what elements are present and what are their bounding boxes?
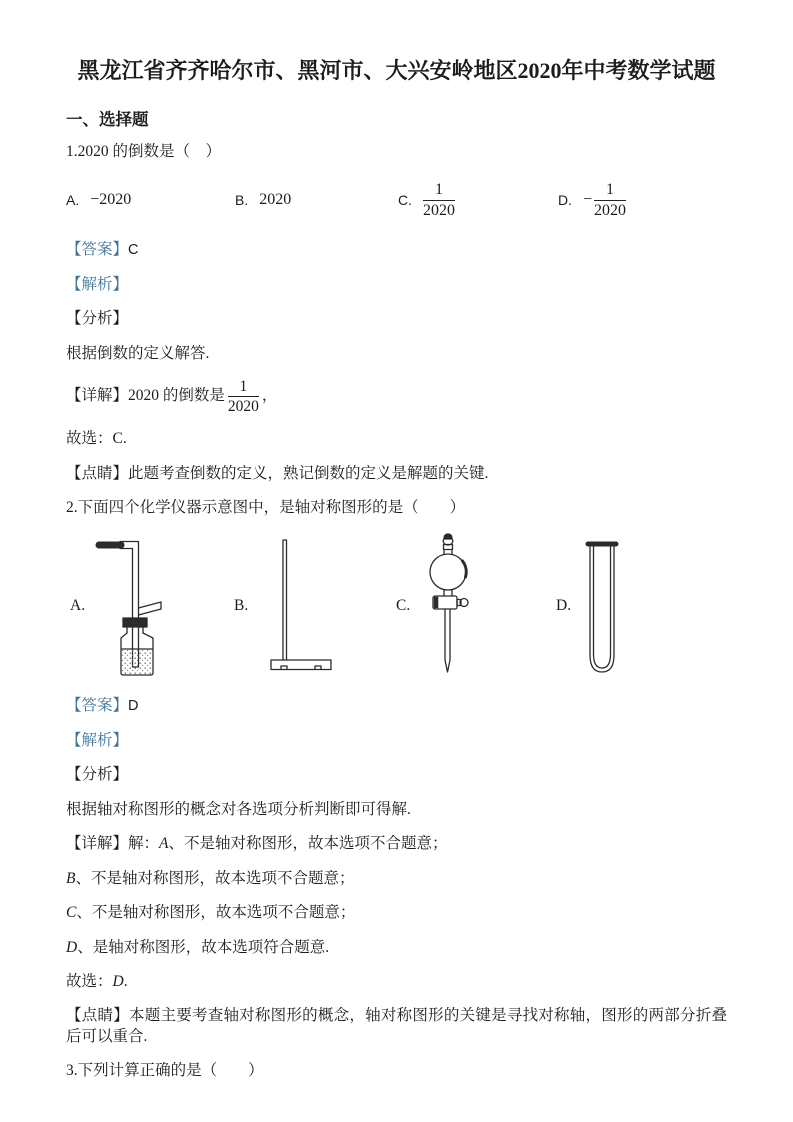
answer-label: 【答案】 <box>66 697 129 715</box>
q2-figure-a-label: A. <box>70 597 86 615</box>
q2-figure-d-label: D. <box>556 597 572 615</box>
fraction-denominator: 2020 <box>227 398 259 415</box>
option-letter: C <box>66 904 77 922</box>
q2-fenxi-text: 根据轴对称图形的概念对各选项分析判断即可得解. <box>66 800 411 818</box>
q1-jiexi-line <box>66 275 727 295</box>
q1-option-a-value: −2020 <box>90 191 132 209</box>
jiexi-label: 【解析】 <box>66 275 129 293</box>
q2-fenxi-line <box>66 765 727 785</box>
q2-xiangjie-intro: 解： <box>128 835 160 853</box>
q1-fenxi-line <box>66 309 727 329</box>
fenxi-label: 【分析】 <box>66 310 129 328</box>
q1-options <box>66 174 727 226</box>
q1-guxuan-line: 故选：C. <box>66 430 127 448</box>
q1-answer-value: C <box>128 242 139 259</box>
q2-guxuan-pre: 故选： <box>66 973 113 991</box>
q2-dianjing-line <box>66 1006 727 1047</box>
q1-option-b-value: 2020 <box>259 191 292 209</box>
q1-option-c-label: C. <box>398 192 412 209</box>
q2-guxuan-post: . <box>123 973 128 991</box>
doc-title: 黑龙江省齐齐哈尔市、黑河市、大兴安岭地区2020年中考数学试题 <box>77 58 716 83</box>
fenxi-label: 【分析】 <box>66 766 129 784</box>
fraction-numerator: 1 <box>594 181 626 201</box>
fraction-numerator: 1 <box>423 181 455 201</box>
q1-dianjing-text: 此题考查倒数的定义，熟记倒数的定义是解题的关键. <box>128 464 489 482</box>
dianjing-label: 【点睛】 <box>66 1007 129 1025</box>
q2-stem: 2.下面四个化学仪器示意图中，是轴对称图形的是（ ） <box>66 498 466 516</box>
q2-dianjing-text: 本题主要考查轴对称图形的概念，轴对称图形的关键是寻找对称轴，图形的两部分折叠后可以重合. <box>66 1007 727 1045</box>
q2-guxuan-letter: D <box>112 973 124 991</box>
q2-answer-line <box>66 696 727 716</box>
q2-item-a-text: 、不是轴对称图形，故本选项不合题意； <box>168 835 448 853</box>
gas-washing-bottle-figure <box>94 532 174 680</box>
test-tube-figure <box>580 535 625 677</box>
option-letter: B <box>66 869 76 887</box>
option-letter: D <box>66 938 78 956</box>
q1-option-c <box>398 181 558 219</box>
q1-xiangjie-pre: 2020 的倒数是 <box>128 387 225 405</box>
q2-answer-value: D <box>128 698 139 715</box>
answer-label: 【答案】 <box>66 241 129 259</box>
xiangjie-label: 【详解】 <box>66 835 129 853</box>
fraction-denominator: 2020 <box>594 201 627 219</box>
q1-option-b <box>235 191 398 209</box>
q2-xiangjie-item-d <box>66 938 727 958</box>
q2-guxuan-line <box>66 972 727 992</box>
jiexi-label: 【解析】 <box>66 731 129 749</box>
q2-figures <box>66 530 727 682</box>
option-letter: A <box>159 835 169 853</box>
q1-option-a <box>66 191 235 209</box>
q1-answer-line <box>66 240 727 260</box>
minus-sign: − <box>583 191 593 209</box>
q1-option-c-fraction <box>423 181 455 219</box>
q1-option-d <box>558 181 626 219</box>
q1-option-d-label: D. <box>558 192 572 209</box>
separating-funnel-figure <box>419 532 489 680</box>
q2-figure-b <box>234 530 347 682</box>
q2-item-d-text: 、是轴对称图形，故本选项符合题意. <box>77 938 330 956</box>
q2-figure-c <box>396 530 489 682</box>
q2-xiangjie-item-b <box>66 869 727 889</box>
q2-figure-a <box>70 530 174 682</box>
q2-item-c-text: 、不是轴对称图形，故本选项不合题意； <box>76 904 356 922</box>
q2-figure-c-label: C. <box>396 597 411 615</box>
q2-item-b-text: 、不是轴对称图形，故本选项不合题意； <box>75 869 355 887</box>
xiangjie-label: 【详解】 <box>66 387 129 405</box>
q2-xiangjie-item-a <box>66 834 727 854</box>
fraction-denominator: 2020 <box>423 201 455 219</box>
q1-option-b-label: B. <box>235 192 249 209</box>
q2-xiangjie-item-c <box>66 903 727 923</box>
iron-stand-figure <box>257 534 347 679</box>
q2-jiexi-line <box>66 731 727 751</box>
q1-xiangjie-fraction <box>228 378 259 415</box>
q1-fenxi-text: 根据倒数的定义解答. <box>66 344 210 362</box>
q2-figure-b-label: B. <box>234 597 249 615</box>
q3-stem: 3.下列计算正确的是（ ） <box>66 1062 264 1080</box>
q1-option-d-fraction <box>594 181 626 219</box>
fraction-numerator: 1 <box>228 378 259 397</box>
q1-stem: 1.2020 的倒数是（ ） <box>66 142 222 160</box>
q1-option-a-label: A. <box>66 192 80 209</box>
q1-xiangjie-post: ， <box>261 387 278 405</box>
dianjing-label: 【点睛】 <box>66 464 129 482</box>
q1-xiangjie-line <box>66 378 727 415</box>
q1-dianjing-line <box>66 464 727 484</box>
section-header: 一、选择题 <box>66 109 149 129</box>
q2-figure-d <box>556 530 625 682</box>
